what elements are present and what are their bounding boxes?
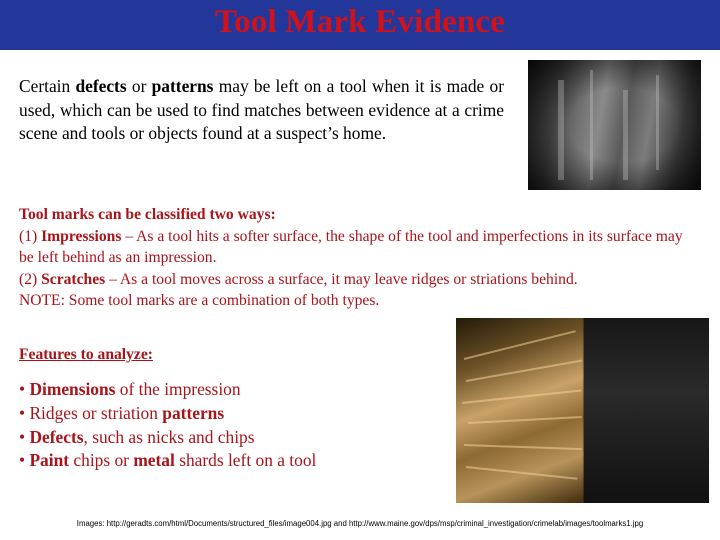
bullet-text: chips or [69,450,134,471]
bullet-bold: patterns [162,402,225,423]
item-prefix: (2) [19,270,42,288]
bullet-text: , such as nicks and chips [83,426,255,447]
bullet-bold: Paint [29,450,70,471]
list-item [19,449,439,473]
bullet-text: Ridges or striation [29,402,163,423]
bullet-glyph: • [19,379,30,399]
bullet-text: of the impression [115,379,241,399]
image-credit: Images: http://geradts.com/html/Documents/structured_files/image004.jpg and http://www.maine.gov/dps/msp/criminal_investigation/crimelab/images/toolmarks1.jpg [76,519,644,528]
classification-heading: Tool marks can be classified two ways: [19,206,276,223]
item-prefix: (1) [19,227,42,245]
tool-mark-photo-gray [528,60,701,190]
bullet-bold: Dimensions [29,379,116,399]
features-list [19,378,439,473]
item-text: – As a tool hits a softer surface, the shape of the tool and imperfections in its surface may be left behind as an impression. [19,227,683,266]
bullet-bold: metal [133,450,175,471]
intro-text: or [126,76,152,96]
bullet-glyph: • [19,450,30,471]
intro-text: Certain [19,76,76,96]
classification-note: NOTE: Some tool marks are a combination of both types. [19,292,380,309]
classification-section [19,204,699,312]
list-item [19,402,439,426]
intro-text: may be left on a tool when it is made or used, which can be used to find matches between evidence at a crime scene and tools or objects found at a suspect’s home. [19,76,504,143]
bullet-text: shards left on a tool [174,450,317,471]
intro-bold-patterns: patterns [151,76,214,96]
item-term: Scratches [41,270,106,288]
list-item [19,378,439,402]
classification-item-scratches [19,269,699,291]
classification-item-impressions [19,226,699,269]
features-heading: Features to analyze: [19,346,153,363]
bullet-glyph: • [19,402,30,423]
item-text: – As a tool moves across a surface, it may leave ridges or striations behind. [105,270,578,288]
bullet-glyph: • [19,426,30,447]
list-item [19,426,439,450]
tool-mark-photo-striations [456,318,709,503]
slide-title: Tool Mark Evidence [214,4,506,40]
item-term: Impressions [41,227,122,245]
intro-bold-defects: defects [75,76,127,96]
intro-paragraph [19,75,504,146]
bullet-bold: Defects [29,426,84,447]
